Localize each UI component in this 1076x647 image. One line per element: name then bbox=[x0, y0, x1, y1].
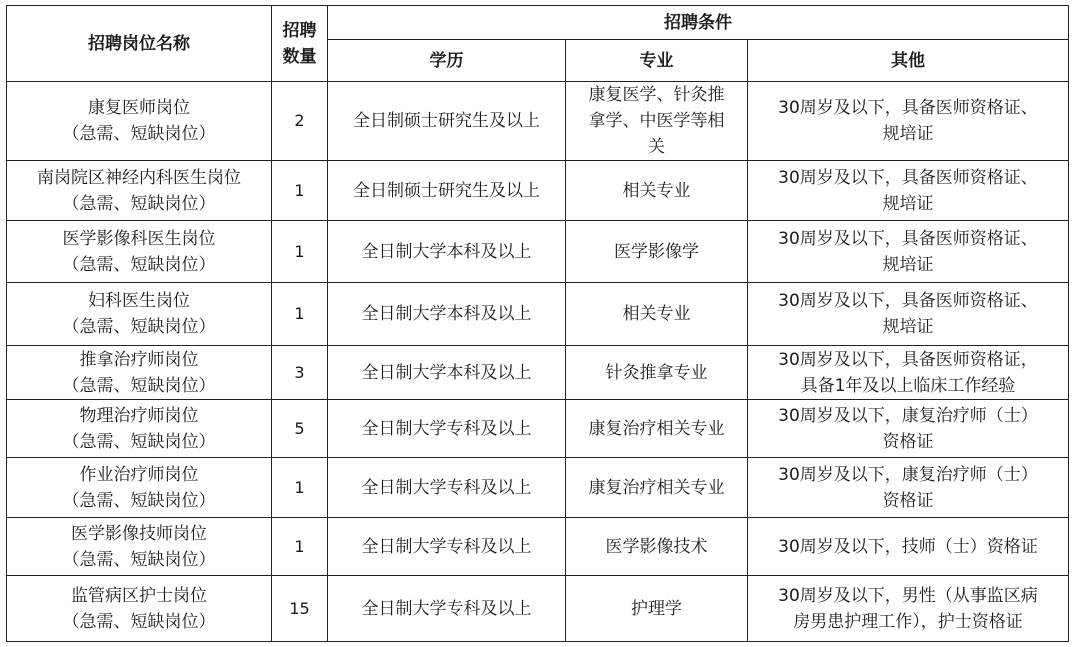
position-name: 康复医师岗位 bbox=[88, 98, 190, 118]
major-cell bbox=[566, 458, 748, 518]
position-cell bbox=[7, 518, 272, 576]
major-line: 相关专业 bbox=[622, 304, 691, 324]
major-cell bbox=[566, 518, 748, 576]
other-cell bbox=[748, 283, 1069, 346]
major-cell bbox=[566, 576, 748, 642]
major-line: 康复医学、针灸推 bbox=[588, 85, 725, 105]
position-cell bbox=[7, 576, 272, 642]
table-row bbox=[7, 458, 1069, 518]
header-count-line2: 数量 bbox=[282, 46, 317, 67]
other-line: 30周岁及以下，具备医师资格证、 bbox=[778, 167, 1038, 188]
position-name: 医学影像科医生岗位 bbox=[62, 228, 216, 249]
major-cell bbox=[566, 283, 748, 346]
count-cell: 1 bbox=[272, 458, 328, 518]
education-cell: 全日制大学专科及以上 bbox=[328, 400, 566, 458]
education-cell: 全日制大学本科及以上 bbox=[328, 283, 566, 346]
position-note: （急需、短缺岗位） bbox=[62, 549, 216, 570]
position-name: 南岗院区神经内科医生岗位 bbox=[37, 167, 241, 188]
table-row bbox=[7, 283, 1069, 346]
other-cell bbox=[748, 576, 1069, 642]
major-line: 医学影像学 bbox=[614, 241, 699, 262]
major-line: 拿学、中医学等相 bbox=[588, 111, 725, 131]
count-cell: 5 bbox=[272, 400, 328, 458]
recruitment-table-container bbox=[6, 5, 1069, 642]
major-cell bbox=[566, 82, 748, 161]
position-name: 妇科医生岗位 bbox=[88, 291, 190, 311]
education-cell: 全日制大学专科及以上 bbox=[328, 518, 566, 576]
count-cell: 2 bbox=[272, 82, 328, 161]
major-line: 康复治疗相关专业 bbox=[588, 418, 725, 439]
position-name: 物理治疗师岗位 bbox=[79, 405, 199, 426]
table-body bbox=[7, 82, 1069, 642]
major-cell bbox=[566, 221, 748, 283]
position-name: 推拿治疗师岗位 bbox=[79, 349, 199, 370]
other-line: 规培证 bbox=[882, 317, 934, 337]
header-conditions: 招聘条件 bbox=[328, 6, 1069, 40]
position-name: 监管病区护士岗位 bbox=[71, 585, 207, 606]
other-line: 规培证 bbox=[882, 254, 934, 275]
header-major: 专业 bbox=[566, 40, 748, 82]
table-row bbox=[7, 576, 1069, 642]
major-line: 相关专业 bbox=[622, 180, 691, 201]
header-other: 其他 bbox=[748, 40, 1069, 82]
education-cell: 全日制大学专科及以上 bbox=[328, 576, 566, 642]
major-cell bbox=[566, 161, 748, 221]
other-line: 资格证 bbox=[882, 490, 934, 511]
other-line: 30周岁及以下，男性（从事监区病 bbox=[778, 585, 1038, 606]
other-line: 规培证 bbox=[882, 193, 934, 214]
position-note: （急需、短缺岗位） bbox=[62, 193, 216, 214]
major-line: 关 bbox=[648, 137, 665, 157]
other-cell bbox=[748, 518, 1069, 576]
table-row bbox=[7, 400, 1069, 458]
count-cell: 1 bbox=[272, 221, 328, 283]
other-cell bbox=[748, 82, 1069, 161]
recruitment-table bbox=[6, 5, 1069, 642]
header-count-line1: 招聘 bbox=[282, 20, 317, 41]
education-cell: 全日制大学专科及以上 bbox=[328, 458, 566, 518]
major-cell bbox=[566, 400, 748, 458]
table-row bbox=[7, 346, 1069, 400]
position-note: （急需、短缺岗位） bbox=[62, 375, 216, 396]
major-line: 针灸推拿专业 bbox=[605, 362, 708, 383]
other-line: 30周岁及以下，具备医师资格证， bbox=[778, 349, 1038, 370]
major-line: 医学影像技术 bbox=[605, 536, 708, 557]
major-line: 护理学 bbox=[631, 598, 682, 619]
other-line: 30周岁及以下，康复治疗师（士） bbox=[778, 405, 1038, 426]
position-cell bbox=[7, 400, 272, 458]
other-line: 房男患护理工作），护士资格证 bbox=[793, 611, 1023, 632]
other-line: 30周岁及以下，技师（士）资格证 bbox=[778, 536, 1038, 557]
position-name: 作业治疗师岗位 bbox=[79, 464, 199, 485]
position-note: （急需、短缺岗位） bbox=[62, 611, 216, 632]
count-cell: 15 bbox=[272, 576, 328, 642]
other-cell bbox=[748, 400, 1069, 458]
table-row bbox=[7, 518, 1069, 576]
education-cell: 全日制大学本科及以上 bbox=[328, 221, 566, 283]
header-position: 招聘岗位名称 bbox=[7, 6, 272, 82]
education-cell: 全日制大学本科及以上 bbox=[328, 346, 566, 400]
major-line: 康复治疗相关专业 bbox=[588, 477, 725, 498]
position-cell bbox=[7, 283, 272, 346]
major-cell bbox=[566, 346, 748, 400]
position-name: 医学影像技师岗位 bbox=[71, 523, 207, 544]
position-note: （急需、短缺岗位） bbox=[62, 254, 216, 275]
count-cell: 1 bbox=[272, 161, 328, 221]
other-cell bbox=[748, 458, 1069, 518]
position-note: （急需、短缺岗位） bbox=[62, 317, 216, 337]
education-cell: 全日制硕士研究生及以上 bbox=[328, 82, 566, 161]
count-cell: 1 bbox=[272, 518, 328, 576]
position-cell bbox=[7, 161, 272, 221]
other-line: 规培证 bbox=[882, 124, 934, 144]
education-cell: 全日制硕士研究生及以上 bbox=[328, 161, 566, 221]
other-line: 30周岁及以下，具备医师资格证、 bbox=[778, 98, 1038, 118]
other-cell bbox=[748, 346, 1069, 400]
position-cell bbox=[7, 346, 272, 400]
header-education: 学历 bbox=[328, 40, 566, 82]
other-line: 30周岁及以下，具备医师资格证、 bbox=[778, 228, 1038, 249]
other-cell bbox=[748, 161, 1069, 221]
other-line: 资格证 bbox=[882, 431, 934, 452]
count-cell: 1 bbox=[272, 283, 328, 346]
table-row bbox=[7, 221, 1069, 283]
count-cell: 3 bbox=[272, 346, 328, 400]
position-note: （急需、短缺岗位） bbox=[62, 490, 216, 511]
header-count bbox=[272, 6, 328, 82]
other-line: 具备1年及以上临床工作经验 bbox=[800, 375, 1016, 396]
position-cell bbox=[7, 221, 272, 283]
position-note: （急需、短缺岗位） bbox=[62, 124, 216, 144]
position-cell bbox=[7, 82, 272, 161]
other-line: 30周岁及以下，具备医师资格证、 bbox=[778, 291, 1038, 311]
position-cell bbox=[7, 458, 272, 518]
other-line: 30周岁及以下，康复治疗师（士） bbox=[778, 464, 1038, 485]
table-row bbox=[7, 161, 1069, 221]
table-row bbox=[7, 82, 1069, 161]
position-note: （急需、短缺岗位） bbox=[62, 431, 216, 452]
other-cell bbox=[748, 221, 1069, 283]
